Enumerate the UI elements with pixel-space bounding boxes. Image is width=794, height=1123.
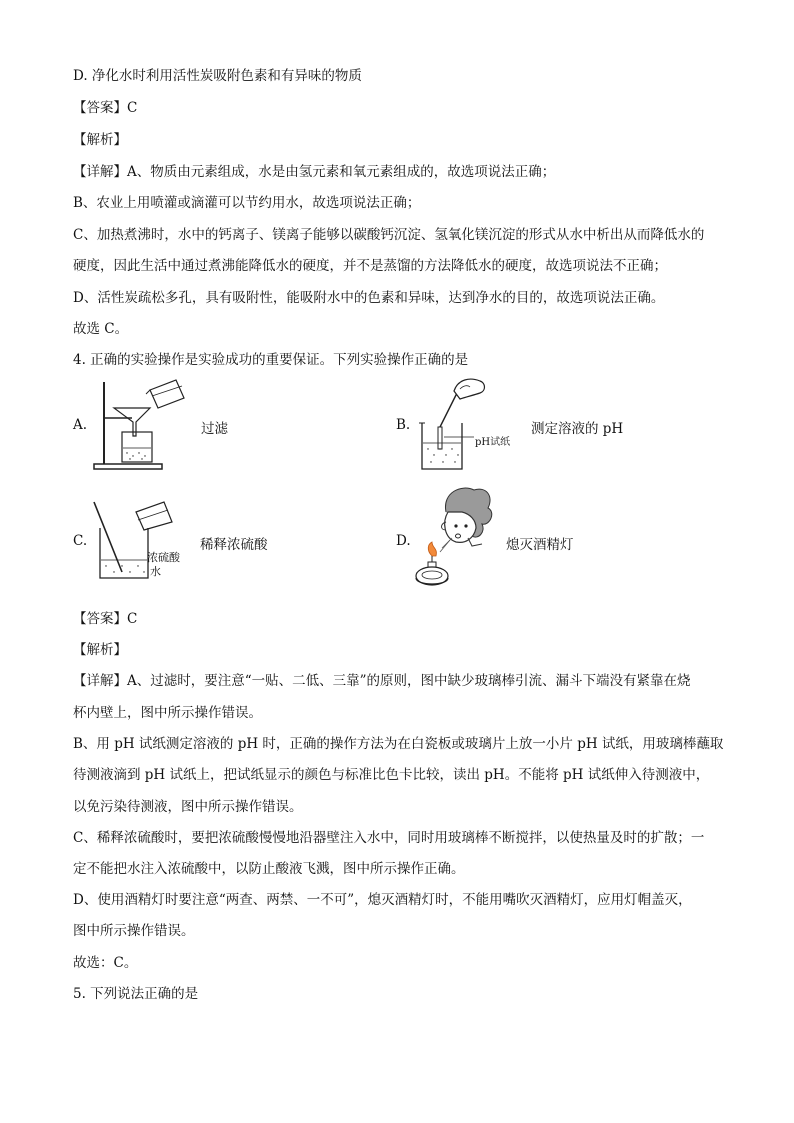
ph-paper-label: pH试纸: [475, 437, 511, 448]
question-4: 4. 正确的实验操作是实验成功的重要保证。下列实验操作正确的是: [73, 352, 469, 368]
conclusion-line: 故选 C。: [73, 321, 129, 337]
option-d-label: D.: [396, 533, 411, 549]
option-a-label: A.: [73, 417, 88, 433]
analysis-label-1: 【解析】: [73, 132, 127, 148]
option-b-caption: 测定溶液的 pH: [531, 421, 624, 437]
detail-line: 以免污染待测液，图中所示操作错误。: [73, 799, 303, 815]
detail-line: 杯内壁上，图中所示操作错误。: [73, 705, 262, 721]
detail-line: D、活性炭疏松多孔，具有吸附性，能吸附水中的色素和异味，达到净水的目的，故选项说法正确。: [73, 290, 665, 306]
detail-line: 待测液滴到 pH 试纸上，把试纸显示的颜色与标准比色卡比较，读出 pH。不能将 pH 试纸伸入待测液中，: [73, 767, 710, 783]
answer-label-1: 【答案】C: [73, 100, 138, 116]
option-d-caption: 熄灭酒精灯: [506, 537, 574, 553]
answer-label-2: 【答案】C: [73, 611, 138, 627]
water-label: 水: [150, 565, 161, 578]
detail-line: B、农业上用喷灌或滴灌可以节约用水，故选项说法正确；: [73, 195, 421, 211]
detail-line: 图中所示操作错误。: [73, 923, 195, 939]
option-c-label: C.: [73, 533, 88, 549]
option-d-prev-question: D. 净化水时利用活性炭吸附色素和有异味的物质: [73, 68, 362, 84]
detail-line: B、用 pH 试纸测定溶液的 pH 时，正确的操作方法为在白瓷板或玻璃片上放一小片 pH 试纸，用玻璃棒蘸取: [73, 736, 724, 752]
filtration-diagram: [92, 378, 192, 472]
analysis-label-2: 【解析】: [73, 642, 127, 658]
detail-line: 硬度，因此生活中通过煮沸能降低水的硬度，并不是蒸馏的方法降低水的硬度，故选项说法不正确；: [73, 258, 667, 274]
detail-line: C、稀释浓硫酸时，要把浓硫酸慢慢地沿器壁注入水中，同时用玻璃棒不断搅拌，以使热量及时的扩散；一: [73, 830, 705, 846]
option-a-caption: 过滤: [201, 421, 228, 437]
option-c-caption: 稀释浓硫酸: [200, 537, 268, 553]
detail-line: 定不能把水注入浓硫酸中，以防止酸液飞溅，图中所示操作正确。: [73, 861, 465, 877]
dilute-acid-diagram: [92, 500, 182, 582]
detail-line: 【详解】A、过滤时，要注意“一贴、二低、三靠”的原则，图中缺少玻璃棒引流、漏斗下端没有紧靠在烧: [73, 673, 691, 689]
acid-label: 浓硫酸: [147, 551, 180, 564]
detail-line: D、使用酒精灯时要注意“两查、两禁、一不可”，熄灭酒精灯时，不能用嘴吹灭酒精灯，应用灯帽盖灭，: [73, 892, 692, 908]
detail-line: 【详解】A、物质由元素组成，水是由氢元素和氧元素组成的，故选项说法正确；: [73, 164, 556, 180]
question-5: 5. 下列说法正确的是: [73, 986, 199, 1002]
detail-line: C、加热煮沸时，水中的钙离子、镁离子能够以碳酸钙沉淀、氢氧化镁沉淀的形式从水中析出从而降低水的: [73, 227, 705, 243]
alcohol-lamp-diagram: [412, 482, 502, 594]
option-b-label: B.: [396, 417, 411, 433]
ph-test-diagram: [414, 377, 534, 473]
conclusion-line: 故选：C。: [73, 955, 138, 971]
